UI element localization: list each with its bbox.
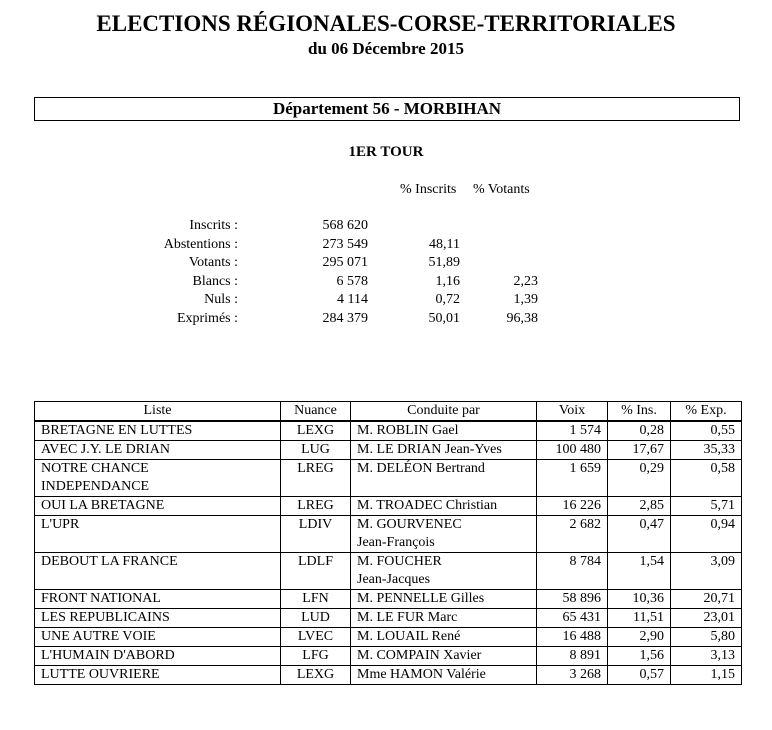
summary-label: Nuls :	[204, 292, 238, 307]
cell-pct-exp: 0,58	[671, 460, 742, 497]
cell-voix: 1 659	[537, 460, 608, 497]
cell-conduite	[351, 553, 537, 590]
list-name: L'HUMAIN D'ABORD	[41, 648, 175, 663]
cell-voix: 8 784	[537, 553, 608, 590]
summary-pct-votants: 2,23	[513, 274, 538, 289]
summary-pct-inscrits: 1,16	[435, 274, 460, 289]
cell-liste	[35, 666, 281, 685]
cell-conduite	[351, 666, 537, 685]
candidate-name: M. COMPAIN Xavier	[357, 648, 482, 663]
cell-nuance: LREG	[281, 460, 351, 497]
list-name: FRONT NATIONAL	[41, 591, 161, 606]
cell-voix: 100 480	[537, 441, 608, 460]
cell-pct-ins: 1,56	[608, 647, 671, 666]
page-subtitle: du 06 Décembre 2015	[308, 39, 464, 58]
results-header-row	[35, 402, 742, 422]
cell-nuance: LVEC	[281, 628, 351, 647]
candidate-name: M. LOUAIL René	[357, 629, 461, 644]
cell-voix: 1 574	[537, 421, 608, 441]
cell-pct-exp: 0,55	[671, 421, 742, 441]
summary-pct-votants: 96,38	[506, 311, 538, 326]
header-conduite: Conduite par	[351, 402, 537, 422]
cell-pct-exp: 3,13	[671, 647, 742, 666]
cell-liste	[35, 497, 281, 516]
list-name: AVEC J.Y. LE DRIAN	[41, 442, 170, 457]
list-name: LUTTE OUVRIERE	[41, 667, 160, 682]
cell-voix: 16 488	[537, 628, 608, 647]
cell-pct-ins: 0,57	[608, 666, 671, 685]
cell-liste	[35, 421, 281, 441]
cell-nuance: LDLF	[281, 553, 351, 590]
table-row	[35, 628, 742, 647]
summary-col-inscrits: % Inscrits	[400, 182, 457, 197]
cell-liste	[35, 590, 281, 609]
cell-voix: 16 226	[537, 497, 608, 516]
cell-conduite	[351, 647, 537, 666]
summary-value: 295 071	[322, 255, 368, 270]
department-heading: Département 56 - MORBIHAN	[34, 97, 740, 121]
cell-liste	[35, 609, 281, 628]
cell-voix: 58 896	[537, 590, 608, 609]
candidate-name: M. PENNELLE Gilles	[357, 591, 485, 606]
candidate-name: M. FOUCHER	[357, 554, 442, 569]
table-row	[35, 609, 742, 628]
summary-value: 273 549	[322, 237, 368, 252]
cell-nuance: LREG	[281, 497, 351, 516]
cell-pct-exp: 23,01	[671, 609, 742, 628]
cell-conduite	[351, 441, 537, 460]
cell-pct-exp: 5,71	[671, 497, 742, 516]
header-liste: Liste	[35, 402, 281, 422]
summary-label: Exprimés :	[176, 311, 238, 326]
header-nuance: Nuance	[281, 402, 351, 422]
page-title: ELECTIONS RÉGIONALES-CORSE-TERRITORIALES	[96, 11, 676, 36]
summary-label: Inscrits :	[189, 218, 238, 233]
cell-voix: 2 682	[537, 516, 608, 553]
cell-nuance: LFG	[281, 647, 351, 666]
results-table	[34, 401, 742, 685]
list-name: L'UPR	[41, 517, 80, 532]
candidate-name: M. LE FUR Marc	[357, 610, 458, 625]
candidate-name: Jean-François	[357, 535, 435, 550]
cell-pct-ins: 1,54	[608, 553, 671, 590]
table-row	[35, 460, 742, 497]
cell-pct-ins: 0,29	[608, 460, 671, 497]
candidate-name: Jean-Jacques	[357, 572, 431, 587]
cell-conduite	[351, 516, 537, 553]
header-voix: Voix	[537, 402, 608, 422]
table-row	[35, 516, 742, 553]
cell-liste	[35, 441, 281, 460]
summary-label: Blancs :	[192, 274, 238, 289]
table-row	[35, 590, 742, 609]
cell-conduite	[351, 497, 537, 516]
cell-pct-ins: 2,85	[608, 497, 671, 516]
table-row	[35, 421, 742, 441]
summary-value: 284 379	[322, 311, 368, 326]
candidate-name: M. ROBLIN Gael	[357, 423, 459, 438]
list-name: INDEPENDANCE	[41, 479, 150, 494]
cell-pct-ins: 11,51	[608, 609, 671, 628]
summary-pct-inscrits: 0,72	[435, 292, 460, 307]
cell-nuance: LEXG	[281, 666, 351, 685]
cell-voix: 65 431	[537, 609, 608, 628]
cell-pct-ins: 0,47	[608, 516, 671, 553]
cell-pct-exp: 5,80	[671, 628, 742, 647]
list-name: OUI LA BRETAGNE	[41, 498, 165, 513]
summary-value: 6 578	[336, 274, 368, 289]
cell-pct-ins: 10,36	[608, 590, 671, 609]
header-pct-exp: % Exp.	[671, 402, 742, 422]
list-name: NOTRE CHANCE	[41, 461, 149, 476]
summary-pct-inscrits: 50,01	[428, 311, 460, 326]
round-label: 1ER TOUR	[348, 144, 424, 160]
cell-pct-exp: 3,09	[671, 553, 742, 590]
summary-pct-inscrits: 48,11	[429, 237, 460, 252]
cell-liste	[35, 628, 281, 647]
cell-conduite	[351, 460, 537, 497]
summary-col-votants: % Votants	[473, 182, 530, 197]
list-name: BRETAGNE EN LUTTES	[41, 423, 193, 438]
table-row	[35, 553, 742, 590]
list-name: LES REPUBLICAINS	[41, 610, 170, 625]
cell-pct-ins: 0,28	[608, 421, 671, 441]
list-name: DEBOUT LA FRANCE	[41, 554, 178, 569]
cell-liste	[35, 553, 281, 590]
cell-pct-exp: 35,33	[671, 441, 742, 460]
cell-nuance: LEXG	[281, 421, 351, 441]
cell-conduite	[351, 609, 537, 628]
cell-voix: 3 268	[537, 666, 608, 685]
cell-liste	[35, 647, 281, 666]
cell-pct-exp: 1,15	[671, 666, 742, 685]
table-row	[35, 441, 742, 460]
summary-value: 568 620	[322, 218, 368, 233]
cell-nuance: LUD	[281, 609, 351, 628]
summary-value: 4 114	[337, 292, 368, 307]
candidate-name: M. DELÉON Bertrand	[357, 461, 485, 476]
candidate-name: M. GOURVENEC	[357, 517, 462, 532]
candidate-name: Mme HAMON Valérie	[357, 667, 486, 682]
cell-conduite	[351, 590, 537, 609]
cell-nuance: LDIV	[281, 516, 351, 553]
summary-label: Abstentions :	[163, 237, 238, 252]
candidate-name: M. TROADEC Christian	[357, 498, 498, 513]
cell-nuance: LFN	[281, 590, 351, 609]
cell-liste	[35, 460, 281, 497]
table-row	[35, 647, 742, 666]
cell-pct-exp: 20,71	[671, 590, 742, 609]
list-name: UNE AUTRE VOIE	[41, 629, 156, 644]
cell-nuance: LUG	[281, 441, 351, 460]
header-pct-ins: % Ins.	[608, 402, 671, 422]
summary-pct-inscrits: 51,89	[428, 255, 460, 270]
cell-conduite	[351, 421, 537, 441]
cell-voix: 8 891	[537, 647, 608, 666]
candidate-name: M. LE DRIAN Jean-Yves	[357, 442, 502, 457]
cell-pct-ins: 2,90	[608, 628, 671, 647]
cell-pct-exp: 0,94	[671, 516, 742, 553]
summary-label: Votants :	[188, 255, 238, 270]
cell-liste	[35, 516, 281, 553]
cell-pct-ins: 17,67	[608, 441, 671, 460]
table-row	[35, 497, 742, 516]
cell-conduite	[351, 628, 537, 647]
table-row	[35, 666, 742, 685]
summary-pct-votants: 1,39	[513, 292, 538, 307]
